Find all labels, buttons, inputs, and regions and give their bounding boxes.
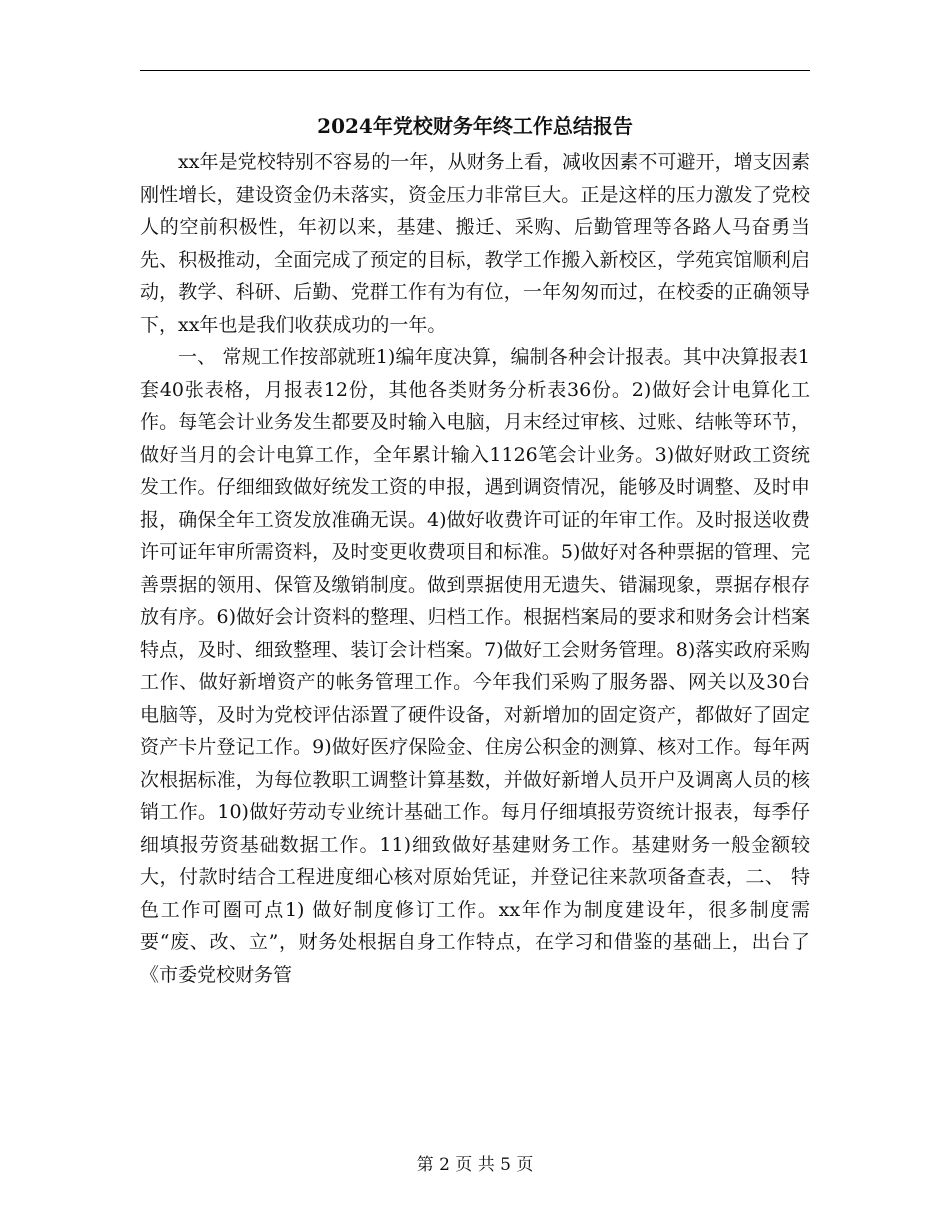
header-rule (140, 70, 810, 71)
document-body (140, 146, 810, 991)
paragraph-routine-work: 一、 常规工作按部就班1)编年度决算，编制各种会计报表。其中决算报表1套40张表格，月报表12份，其他各类财务分析表36份。2)做好会计电算化工作。每笔会计业务发生都要及时输入电脑，月末经过审核、过账、结帐等环节，做好当月的会计电算工作，全年累计输入1126笔会计业务。3)做好财政工资统发工作。仔细细致做好统发工资的申报，遇到调资情况，能够及时调整、及时申报，确保全年工资发放准确无误。4)做好收费许可证的年审工作。及时报送收费许可证年审所需资料，及时变更收费项目和标准。5)做好对各种票据的管理、完善票据的领用、保管及缴销制度。做到票据使用无遗失、错漏现象，票据存根存放有序。6)做好会计资料的整理、归档工作。根据档案局的要求和财务会计档案特点，及时、细致整理、装订会计档案。7)做好工会财务管理。8)落实政府采购工作、做好新增资产的帐务管理工作。今年我们采购了服务器、网关以及30台电脑等，及时为党校评估添置了硬件设备，对新增加的固定资产，都做好了固定资产卡片登记工作。9)做好医疗保险金、住房公积金的测算、核对工作。每年两次根据标准，为每位教职工调整计算基数，并做好新增人员开户及调离人员的核销工作。10)做好劳动专业统计基础工作。每月仔细填报劳资统计报表，每季仔细填报劳资基础数据工作。11)细致做好基建财务工作。基建财务一般金额较大，付款时结合工程进度细心核对原始凭证，并登记往来款项备查表，二、 特色工作可圈可点1) 做好制度修订工作。xx年作为制度建设年，很多制度需要“废、改、立”，财务处根据自身工作特点，在学习和借鉴的基础上，出台了《市委党校财务管 (140, 346, 810, 986)
paragraph-intro: xx年是党校特别不容易的一年，从财务上看，减收因素不可避开，增支因素刚性增长，建设资金仍未落实，资金压力非常巨大。正是这样的压力激发了党校人的空前积极性，年初以来，基建、搬迁、采购、后勤管理等各路人马奋勇当先、积极推动，全面完成了预定的目标，教学工作搬入新校区，学苑宾馆顺利启动，教学、科研、后勤、党群工作有为有位，一年匆匆而过，在校委的正确领导下，xx年也是我们收获成功的一年。 (140, 151, 810, 336)
page-number: 第 2 页 共 5 页 (416, 1155, 534, 1175)
document-title: 2024年党校财务年终工作总结报告 (317, 114, 633, 138)
